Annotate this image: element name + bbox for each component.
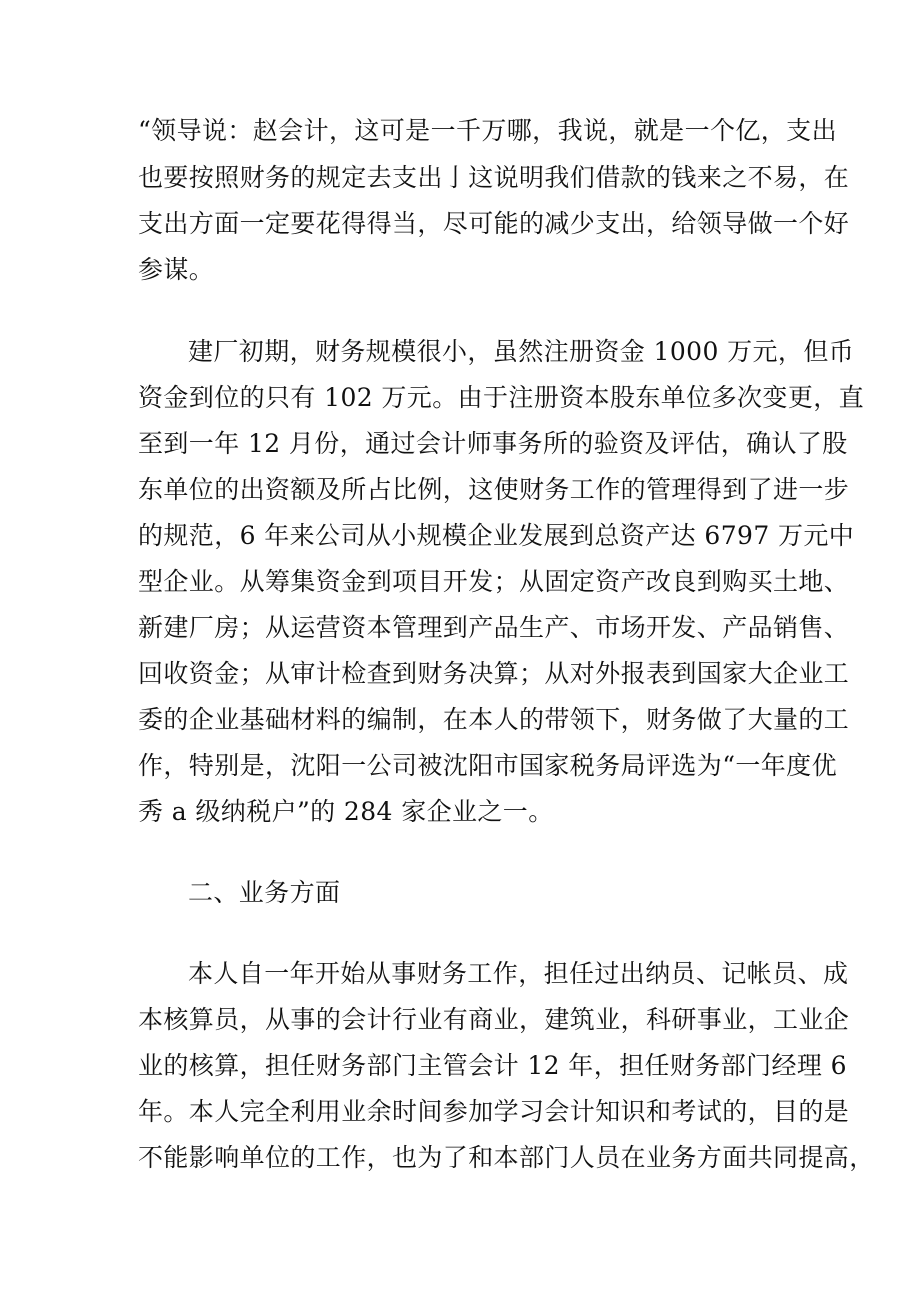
text-line: 也要按照财务的规定去支出亅这说明我们借款的钱来之不易，在 bbox=[138, 163, 850, 192]
text-line: 本核算员，从事的会计行业有商业，建筑业，科研事业，工业企 bbox=[138, 1005, 850, 1034]
text-line: 年。本人完全利用业余时间参加学习会计知识和考试的，目的是 bbox=[138, 1097, 850, 1126]
text-line: 不能影响单位的工作，也为了和本部门人员在业务方面共同提高， bbox=[138, 1143, 875, 1172]
text-line: 委的企业基础材料的编制，在本人的带领下，财务做了大量的工 bbox=[138, 705, 850, 734]
text-line: 回收资金；从审计检查到财务决算；从对外报表到国家大企业工 bbox=[138, 659, 850, 688]
text-line: 支出方面一定要花得得当，尽可能的减少支出，给领导做一个好 bbox=[138, 209, 850, 238]
text-line: 型企业。从筹集资金到项目开发；从固定资产改良到购买土地、 bbox=[138, 567, 850, 596]
text-line: 建厂初期，财务规模很小，虽然注册资金 1000 万元，但币 bbox=[188, 337, 855, 366]
text-line: 的规范，6 年来公司从小规模企业发展到总资产达 6797 万元中 bbox=[138, 521, 855, 550]
text-line: 业的核算，担任财务部门主管会计 12 年，担任财务部门经理 6 bbox=[138, 1051, 847, 1080]
text-line: 本人自一年开始从事财务工作，担任过出纳员、记帐员、成 bbox=[188, 959, 849, 988]
text-line: “领导说：赵会计，这可是一千万哪，我说，就是一个亿，支出 bbox=[138, 116, 837, 145]
text-line: 参谋。 bbox=[138, 255, 215, 284]
text-line: 作，特别是，沈阳一公司被沈阳市国家税务局评选为“一年度优 bbox=[138, 751, 837, 780]
text-line: 至到一年 12 月份，通过会计师事务所的验资及评估，确认了股 bbox=[138, 429, 848, 458]
text-line: 秀 a 级纳税户”的 284 家企业之一。 bbox=[138, 797, 554, 826]
text-line: 新建厂房；从运营资本管理到产品生产、市场开发、产品销售、 bbox=[138, 613, 850, 642]
section-heading: 二、业务方面 bbox=[188, 878, 341, 907]
text-line: 资金到位的只有 102 万元。由于注册资本股东单位多次变更，直 bbox=[138, 383, 865, 412]
text-line: 东单位的出资额及所占比例，这使财务工作的管理得到了进一步 bbox=[138, 475, 850, 504]
